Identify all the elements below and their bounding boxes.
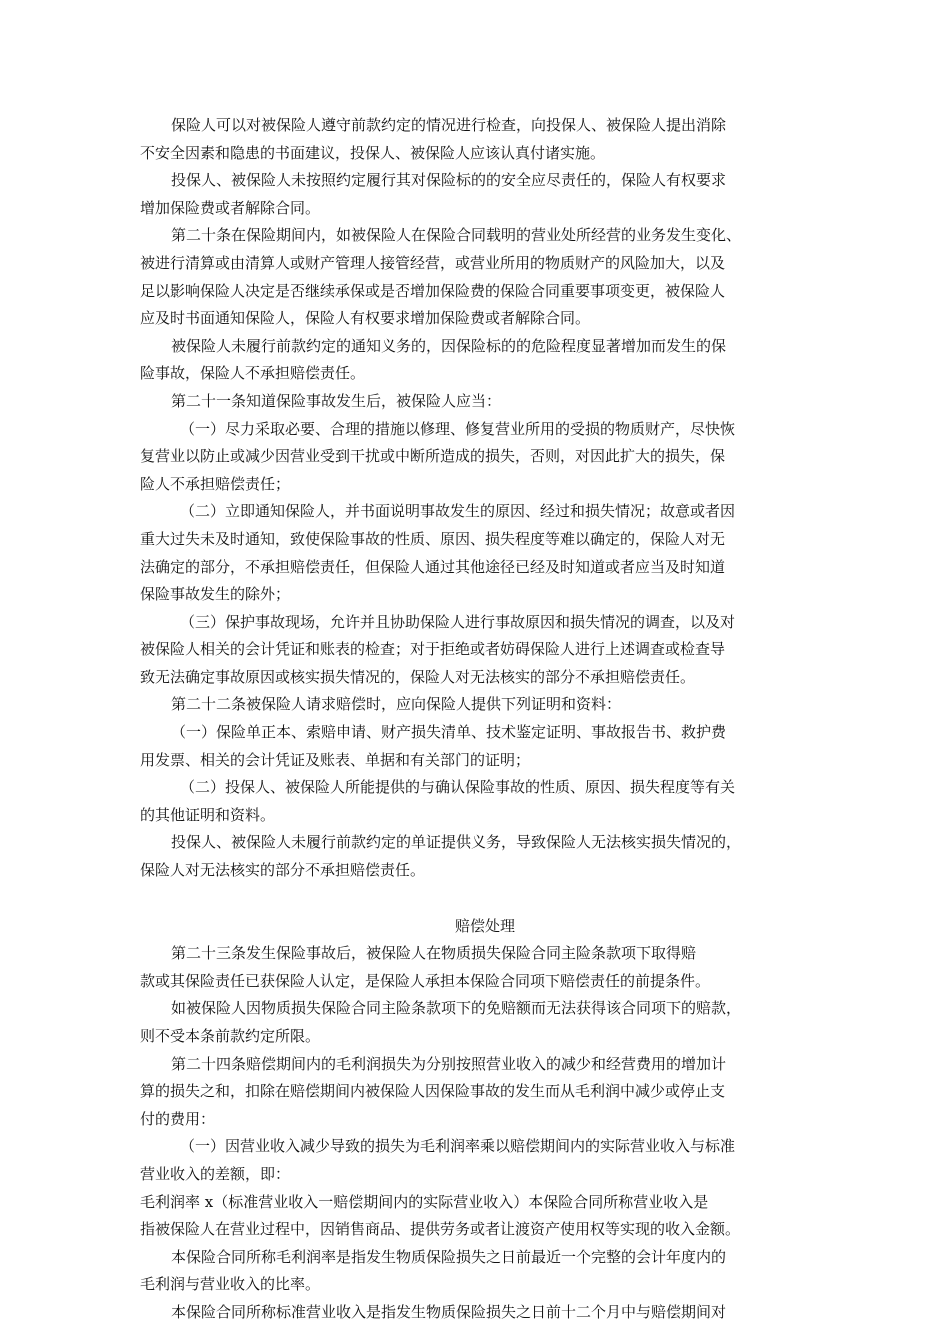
- paragraph: [140, 609, 830, 692]
- text-line: 保险人可以对被保险人遵守前款约定的情况进行检查，向投保人、被保险人提出消除: [171, 116, 727, 134]
- text-line: （一）因营业收入减少导致的损失为毛利润率乘以赔偿期间内的实际营业收入与标准: [180, 1137, 736, 1156]
- paragraph: [140, 691, 830, 719]
- paragraph: [140, 995, 830, 1050]
- text-line: 增加保险费或者解除合同。: [140, 198, 321, 217]
- section-heading: 赔偿处理: [454, 916, 515, 935]
- text-line: 营业收入的差额，即：: [140, 1164, 291, 1183]
- text-line: 本保险合同所称毛利润率是指发生物质保险损失之日前最近一个完整的会计年度内的: [171, 1247, 727, 1266]
- paragraph: [140, 498, 830, 608]
- text-line: 如被保险人因物质损失保险合同主险条款项下的免赔额而无法获得该合同项下的赔款，: [171, 999, 742, 1018]
- text-line: 第二十条在保险期间内，如被保险人在保险合同载明的营业处所经营的业务发生变化、: [171, 226, 742, 245]
- text-line: 毛利润与营业收入的比率。: [140, 1275, 321, 1294]
- text-line: （三）保护事故现场，允许并且协助保险人进行事故原因和损失情况的调查，以及对: [180, 612, 736, 631]
- text-line: 本保险合同所称标准营业收入是指发生物质保险损失之日前十二个月中与赔偿期间对: [171, 1302, 727, 1321]
- text-line: 投保人、被保险人未按照约定履行其对保险标的的安全应尽责任的，保险人有权要求: [171, 171, 727, 190]
- text-line: 付的费用：: [140, 1109, 216, 1128]
- text-line: 险人不承担赔偿责任；: [140, 474, 291, 493]
- text-line: 指被保险人在营业过程中，因销售商品、提供劳务或者让渡资产使用权等实现的收入金额。: [140, 1220, 741, 1239]
- text-line: 投保人、被保险人未履行前款约定的单证提供义务，导致保险人无法核实损失情况的，: [171, 833, 742, 852]
- paragraph: [140, 1189, 830, 1244]
- text-line: 款或其保险责任已获保险人认定，是保险人承担本保险合同项下赔偿责任的前提条件。: [140, 971, 711, 990]
- paragraph: [140, 1133, 830, 1188]
- text-line: 算的损失之和，扣除在赔偿期间内被保险人因保险事故的发生而从毛利润中减少或停止支: [140, 1082, 726, 1101]
- text-line: 保险事故发生的除外；: [140, 585, 291, 604]
- text-line: 不安全因素和隐患的书面建议，投保人、被保险人应该认真付诸实施。: [140, 143, 606, 162]
- text-line: （一）保险单正本、索赔申请、财产损失清单、技术鉴定证明、事故报告书、救护费: [171, 723, 727, 742]
- text-line: 致无法确定事故原因或核实损失情况的，保险人对无法核实的部分不承担赔偿责任。: [140, 667, 696, 686]
- paragraph: [140, 829, 830, 884]
- text-line: 保险人对无法核实的部分不承担赔偿责任。: [140, 861, 426, 880]
- text-line: （二）立即通知保险人，并书面说明事故发生的原因、经过和损失情况；故意或者因: [180, 502, 736, 521]
- text-line: 用发票、相关的会计凭证及账表、单据和有关部门的证明；: [140, 750, 531, 769]
- paragraph: [140, 112, 830, 167]
- text-line: 的其他证明和资料。: [140, 805, 276, 824]
- text-line: （一）尽力采取必要、合理的措施以修理、修复营业所用的受损的物质财产，尽快恢: [180, 419, 736, 438]
- text-line: （二）投保人、被保险人所能提供的与确认保险事故的性质、原因、损失程度等有关: [180, 778, 736, 797]
- paragraph: [140, 416, 830, 499]
- text-line: 第二十三条发生保险事故后，被保险人在物质损失保险合同主险条款项下取得赔: [171, 944, 697, 963]
- text-line: 毛利润率 x（标准营业收入一赔偿期间内的实际营业收入）本保险合同所称营业收入是: [140, 1192, 709, 1211]
- text-line: 足以影响保险人决定是否继续承保或是否增加保险费的保险合同重要事项变更，被保险人: [140, 281, 726, 300]
- text-line: 第二十一条知道保险事故发生后，被保险人应当：: [171, 391, 502, 410]
- text-line: 险事故，保险人不承担赔偿责任。: [140, 364, 366, 383]
- paragraph: [140, 774, 830, 829]
- text-line: 被保险人相关的会计凭证和账表的检查；对于拒绝或者妨碍保险人进行上述调查或检查导: [140, 640, 726, 659]
- text-line: 被进行清算或由清算人或财产管理人接管经营，或营业所用的物质财产的风险加大，以及: [140, 253, 726, 272]
- text-line: 应及时书面通知保险人，保险人有权要求增加保险费或者解除合同。: [140, 309, 591, 328]
- text-line: 第二十二条被保险人请求赔偿时，应向保险人提供下列证明和资料：: [171, 695, 622, 714]
- text-line: 重大过失未及时通知，致使保险事故的性质、原因、损失程度等难以确定的，保险人对无: [140, 529, 726, 548]
- paragraph: [140, 167, 830, 222]
- text-line: 被保险人未履行前款约定的通知义务的，因保险标的的危险程度显著增加而发生的保: [171, 336, 727, 355]
- document-body: [140, 112, 830, 1327]
- text-line: 法确定的部分，不承担赔偿责任，但保险人通过其他途径已经及时知道或者应当及时知道: [140, 557, 726, 576]
- paragraph: [140, 1244, 830, 1299]
- paragraph: [140, 1051, 830, 1134]
- paragraph: [140, 222, 830, 332]
- text-line: 则不受本条前款约定所限。: [140, 1027, 321, 1045]
- text-line: 第二十四条赔偿期间内的毛利润损失为分别按照营业收入的减少和经营费用的增加计: [171, 1054, 727, 1073]
- paragraph: [140, 1299, 830, 1327]
- paragraph: [140, 333, 830, 388]
- paragraph: [140, 940, 830, 995]
- text-line: 复营业以防止或减少因营业受到干扰或中断所造成的损失，否则，对因此扩大的损失，保: [140, 447, 726, 466]
- spacer: [140, 885, 830, 913]
- paragraph: [140, 719, 830, 774]
- paragraph: [140, 388, 830, 416]
